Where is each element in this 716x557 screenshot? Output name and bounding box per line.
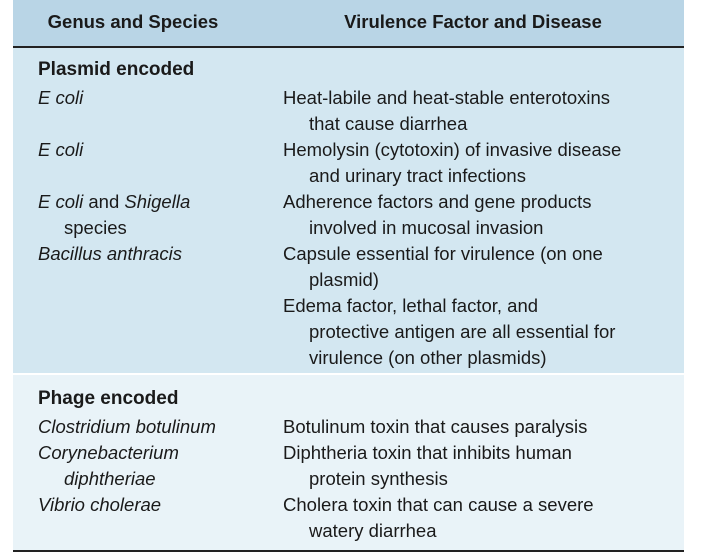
genus-name: E coli — [38, 191, 84, 212]
genus-cell: Bacillus anthracis — [38, 243, 182, 264]
genus-cell — [38, 189, 268, 241]
genus-cell: Vibrio cholerae — [38, 494, 162, 515]
factor-line: Capsule essential for virulence (on one — [283, 243, 603, 264]
genus-cell: Clostridium botulinum — [38, 416, 216, 437]
genus-name: Shigella — [124, 191, 191, 212]
factor-line: that cause diarrhea — [309, 113, 468, 134]
factor-cell — [283, 414, 678, 440]
factor-cell — [283, 492, 678, 544]
phage-section-title: Phage encoded — [38, 388, 179, 409]
factor-line: virulence (on other plasmids) — [309, 347, 547, 368]
phage-section — [13, 375, 684, 550]
factor-line: Adherence factors and gene products — [283, 191, 592, 212]
plasmid-section-title: Plasmid encoded — [38, 59, 195, 80]
genus-cell: E coli — [38, 87, 84, 108]
factor-cell — [283, 85, 678, 137]
genus-cell — [38, 440, 268, 492]
genus-name-cont: diphtheriae — [64, 468, 156, 489]
genus-cell: E coli — [38, 139, 84, 160]
factor-cell — [283, 189, 678, 241]
factor-line: Edema factor, lethal factor, and — [283, 295, 539, 316]
bottom-rule — [13, 550, 684, 552]
factor-line: Hemolysin (cytotoxin) of invasive disease — [283, 139, 622, 160]
factor-line: Botulinum toxin that causes paralysis — [283, 416, 588, 437]
genus-name: Corynebacterium — [38, 442, 179, 463]
header-genus-species: Genus and Species — [47, 11, 219, 32]
genus-conjunction: and — [83, 191, 125, 212]
factor-line: Diphtheria toxin that inhibits human — [283, 442, 572, 463]
virulence-table — [13, 0, 684, 552]
factor-line: protein synthesis — [309, 468, 448, 489]
table-header — [13, 0, 684, 48]
factor-cell — [283, 293, 678, 371]
factor-cell — [283, 241, 678, 293]
factor-line: Heat-labile and heat-stable enterotoxins — [283, 87, 611, 108]
factor-cell — [283, 440, 678, 492]
factor-line: and urinary tract infections — [309, 165, 526, 186]
genus-suffix: species — [64, 217, 127, 238]
factor-line: Cholera toxin that can cause a severe — [283, 494, 594, 515]
factor-cell — [283, 137, 678, 189]
plasmid-section — [13, 48, 684, 373]
factor-line: watery diarrhea — [309, 520, 437, 541]
factor-line: involved in mucosal invasion — [309, 217, 544, 238]
factor-line: plasmid) — [309, 269, 379, 290]
factor-line: protective antigen are all essential for — [309, 321, 616, 342]
header-virulence-factor: Virulence Factor and Disease — [344, 11, 602, 32]
